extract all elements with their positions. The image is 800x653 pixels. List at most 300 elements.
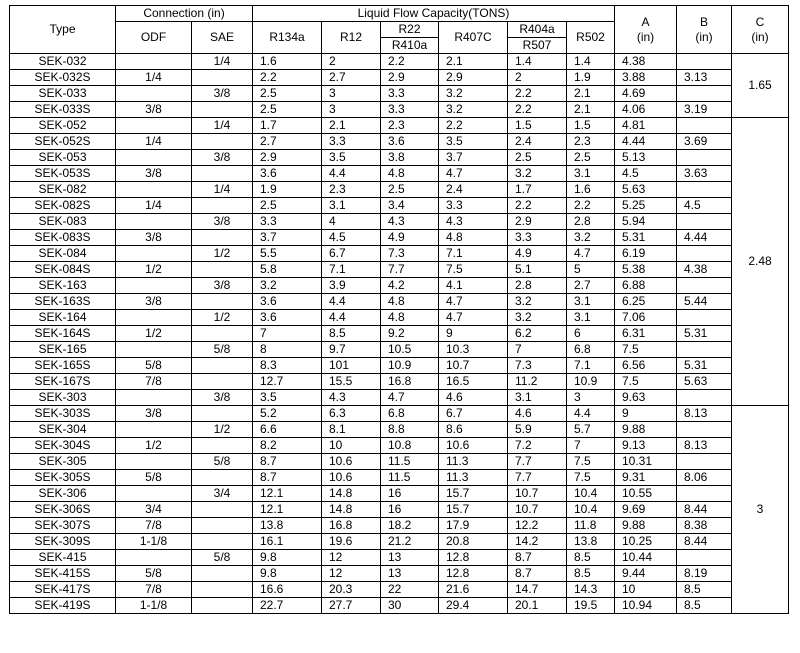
r407c-cell: 3.2 <box>439 102 508 118</box>
table-row <box>10 342 789 358</box>
r12-cell: 10.6 <box>322 470 381 486</box>
r502-cell: 7.1 <box>567 358 615 374</box>
r12-cell: 12 <box>322 550 381 566</box>
odf-cell <box>116 454 192 470</box>
a-cell: 9.69 <box>615 502 677 518</box>
r134a-cell: 1.7 <box>253 118 322 134</box>
r12-cell: 10.6 <box>322 454 381 470</box>
r12-cell: 12 <box>322 566 381 582</box>
b-cell: 4.44 <box>677 230 732 246</box>
r22-cell: 2.2 <box>381 54 439 70</box>
r134a-cell: 8.2 <box>253 438 322 454</box>
b-cell: 4.5 <box>677 198 732 214</box>
r12-cell: 6.7 <box>322 246 381 262</box>
type-cell: SEK-305 <box>10 454 116 470</box>
table-row <box>10 310 789 326</box>
a-header <box>615 6 677 54</box>
r134a-cell: 12.1 <box>253 502 322 518</box>
sae-cell <box>192 598 253 614</box>
r404a-cell: 20.1 <box>508 598 567 614</box>
r407c-cell: 11.3 <box>439 454 508 470</box>
r407c-cell: 11.3 <box>439 470 508 486</box>
r502-cell: 6.8 <box>567 342 615 358</box>
b-cell: 8.19 <box>677 566 732 582</box>
type-cell: SEK-303S <box>10 406 116 422</box>
r404a-cell: 7.3 <box>508 358 567 374</box>
b-cell <box>677 422 732 438</box>
b-cell: 8.5 <box>677 582 732 598</box>
sae-cell <box>192 230 253 246</box>
r502-cell: 14.3 <box>567 582 615 598</box>
r407c-cell: 2.4 <box>439 182 508 198</box>
r407c-cell: 15.7 <box>439 486 508 502</box>
type-cell: SEK-082S <box>10 198 116 214</box>
r404a-cell: 4.6 <box>508 406 567 422</box>
r502-cell: 2.7 <box>567 278 615 294</box>
r404a-cell: 2.2 <box>508 102 567 118</box>
r404a-cell: 8.7 <box>508 550 567 566</box>
odf-cell: 1-1/8 <box>116 534 192 550</box>
type-cell: SEK-082 <box>10 182 116 198</box>
b-cell: 5.31 <box>677 358 732 374</box>
table-row <box>10 518 789 534</box>
table-row <box>10 358 789 374</box>
table-row <box>10 566 789 582</box>
b-cell: 8.13 <box>677 438 732 454</box>
r134a-cell: 12.7 <box>253 374 322 390</box>
table-row <box>10 230 789 246</box>
odf-cell: 3/8 <box>116 294 192 310</box>
r22-cell: 11.5 <box>381 470 439 486</box>
r502-cell: 10.9 <box>567 374 615 390</box>
r404a-cell: 2.9 <box>508 214 567 230</box>
r404a-cell: 10.7 <box>508 486 567 502</box>
r407c-cell: 29.4 <box>439 598 508 614</box>
type-cell: SEK-053S <box>10 166 116 182</box>
r407c-cell: 8.6 <box>439 422 508 438</box>
r404a-cell: 3.3 <box>508 230 567 246</box>
r12-cell: 10 <box>322 438 381 454</box>
r134a-cell: 1.6 <box>253 54 322 70</box>
type-cell: SEK-033 <box>10 86 116 102</box>
r12-cell: 14.8 <box>322 486 381 502</box>
a-cell: 5.31 <box>615 230 677 246</box>
r12-cell: 8.5 <box>322 326 381 342</box>
r404a-cell: 2 <box>508 70 567 86</box>
r12-cell: 4.3 <box>322 390 381 406</box>
odf-cell <box>116 150 192 166</box>
r502-cell: 7.5 <box>567 454 615 470</box>
r12-cell: 3.5 <box>322 150 381 166</box>
type-cell: SEK-417S <box>10 582 116 598</box>
odf-cell: 3/8 <box>116 406 192 422</box>
r134a-cell: 8 <box>253 342 322 358</box>
type-cell: SEK-415 <box>10 550 116 566</box>
r404a-cell: 8.7 <box>508 566 567 582</box>
type-cell: SEK-053 <box>10 150 116 166</box>
b-cell: 8.44 <box>677 534 732 550</box>
b-cell: 5.63 <box>677 374 732 390</box>
type-cell: SEK-165S <box>10 358 116 374</box>
r134a-cell: 13.8 <box>253 518 322 534</box>
a-cell: 4.5 <box>615 166 677 182</box>
r407c-cell: 20.8 <box>439 534 508 550</box>
b-cell: 3.19 <box>677 102 732 118</box>
b-cell <box>677 390 732 406</box>
r407c-cell: 4.6 <box>439 390 508 406</box>
r404a-cell: 3.1 <box>508 390 567 406</box>
type-cell: SEK-305S <box>10 470 116 486</box>
r502-cell: 1.5 <box>567 118 615 134</box>
r502-cell: 10.4 <box>567 502 615 518</box>
sae-cell: 1/2 <box>192 310 253 326</box>
r22-cell: 10.5 <box>381 342 439 358</box>
r404a-cell: 3.2 <box>508 294 567 310</box>
table-row <box>10 374 789 390</box>
a-cell: 6.56 <box>615 358 677 374</box>
r404a-cell: 12.2 <box>508 518 567 534</box>
odf-cell <box>116 390 192 406</box>
r502-cell: 3.1 <box>567 294 615 310</box>
a-cell: 10.94 <box>615 598 677 614</box>
r134a-cell: 7 <box>253 326 322 342</box>
odf-header: ODF <box>116 22 192 54</box>
r134a-cell: 2.5 <box>253 86 322 102</box>
r407c-cell: 4.7 <box>439 294 508 310</box>
a-cell: 6.31 <box>615 326 677 342</box>
type-cell: SEK-052S <box>10 134 116 150</box>
sae-cell <box>192 326 253 342</box>
a-header-unit: (in) <box>636 29 655 44</box>
b-cell: 4.38 <box>677 262 732 278</box>
r12-cell: 3 <box>322 102 381 118</box>
b-cell <box>677 214 732 230</box>
r22-cell: 9.2 <box>381 326 439 342</box>
r407c-cell: 4.3 <box>439 214 508 230</box>
a-cell: 10 <box>615 582 677 598</box>
a-cell: 5.94 <box>615 214 677 230</box>
r12-cell: 27.7 <box>322 598 381 614</box>
r134a-cell: 5.2 <box>253 406 322 422</box>
table-row <box>10 454 789 470</box>
type-cell: SEK-306S <box>10 502 116 518</box>
r404a-cell: 4.9 <box>508 246 567 262</box>
r407c-cell: 17.9 <box>439 518 508 534</box>
b-cell <box>677 118 732 134</box>
sae-header: SAE <box>192 22 253 54</box>
table-row <box>10 198 789 214</box>
r407c-cell: 12.8 <box>439 550 508 566</box>
b-cell: 5.31 <box>677 326 732 342</box>
sae-cell: 5/8 <box>192 454 253 470</box>
r404a-cell: 3.2 <box>508 310 567 326</box>
table-row <box>10 54 789 70</box>
r12-header: R12 <box>322 22 381 54</box>
r407c-cell: 2.1 <box>439 54 508 70</box>
odf-cell: 7/8 <box>116 374 192 390</box>
b-cell <box>677 54 732 70</box>
odf-cell: 5/8 <box>116 470 192 486</box>
r404a-cell: 5.9 <box>508 422 567 438</box>
b-cell <box>677 342 732 358</box>
sae-cell: 3/8 <box>192 278 253 294</box>
r407c-cell: 12.8 <box>439 566 508 582</box>
a-cell: 9.31 <box>615 470 677 486</box>
b-cell <box>677 86 732 102</box>
table-row <box>10 438 789 454</box>
r407c-cell: 4.8 <box>439 230 508 246</box>
type-cell: SEK-303 <box>10 390 116 406</box>
b-cell <box>677 310 732 326</box>
c-header-label: C <box>755 14 765 29</box>
a-cell: 6.19 <box>615 246 677 262</box>
r12-cell: 2.3 <box>322 182 381 198</box>
odf-cell <box>116 422 192 438</box>
r407c-cell: 16.5 <box>439 374 508 390</box>
odf-cell: 1/4 <box>116 134 192 150</box>
r22-cell: 7.3 <box>381 246 439 262</box>
a-cell: 7.06 <box>615 310 677 326</box>
odf-cell <box>116 214 192 230</box>
a-cell: 10.44 <box>615 550 677 566</box>
b-cell <box>677 486 732 502</box>
type-cell: SEK-084 <box>10 246 116 262</box>
r22-cell: 8.8 <box>381 422 439 438</box>
type-cell: SEK-419S <box>10 598 116 614</box>
b-cell <box>677 278 732 294</box>
c-dimension-cell: 2.48 <box>732 118 789 406</box>
sae-cell <box>192 70 253 86</box>
r12-cell: 16.8 <box>322 518 381 534</box>
sae-cell: 3/8 <box>192 390 253 406</box>
r502-cell: 7 <box>567 438 615 454</box>
r407c-cell: 3.7 <box>439 150 508 166</box>
table-row <box>10 326 789 342</box>
r22-cell: 4.8 <box>381 166 439 182</box>
r502-cell: 7.5 <box>567 470 615 486</box>
r134a-cell: 2.5 <box>253 102 322 118</box>
odf-cell <box>116 182 192 198</box>
r407c-cell: 21.6 <box>439 582 508 598</box>
table-row <box>10 166 789 182</box>
r404a-cell: 3.2 <box>508 166 567 182</box>
r12-cell: 19.6 <box>322 534 381 550</box>
type-cell: SEK-304S <box>10 438 116 454</box>
c-dimension-cell: 1.65 <box>732 54 789 118</box>
sae-cell: 1/4 <box>192 118 253 134</box>
r134a-cell: 16.6 <box>253 582 322 598</box>
c-header-unit: (in) <box>751 29 769 44</box>
b-cell: 3.63 <box>677 166 732 182</box>
r134a-cell: 2.9 <box>253 150 322 166</box>
table-header <box>10 6 789 54</box>
r12-cell: 8.1 <box>322 422 381 438</box>
r22-cell: 13 <box>381 566 439 582</box>
r22-cell: 4.3 <box>381 214 439 230</box>
r134a-cell: 3.6 <box>253 310 322 326</box>
r134a-cell: 2.2 <box>253 70 322 86</box>
odf-cell: 1-1/8 <box>116 598 192 614</box>
odf-cell: 7/8 <box>116 518 192 534</box>
r502-cell: 2.5 <box>567 150 615 166</box>
r502-cell: 2.8 <box>567 214 615 230</box>
r134a-cell: 9.8 <box>253 566 322 582</box>
r134a-cell: 2.5 <box>253 198 322 214</box>
r502-cell: 13.8 <box>567 534 615 550</box>
a-cell: 4.38 <box>615 54 677 70</box>
r404a-cell: 10.7 <box>508 502 567 518</box>
b-header-unit: (in) <box>695 29 713 44</box>
r502-cell: 3.1 <box>567 310 615 326</box>
sae-cell: 5/8 <box>192 550 253 566</box>
type-cell: SEK-083 <box>10 214 116 230</box>
r22-cell: 11.5 <box>381 454 439 470</box>
odf-cell <box>116 486 192 502</box>
r22-cell: 4.8 <box>381 294 439 310</box>
r134a-cell: 8.3 <box>253 358 322 374</box>
type-cell: SEK-164S <box>10 326 116 342</box>
sae-cell <box>192 502 253 518</box>
sae-cell: 1/2 <box>192 246 253 262</box>
type-cell: SEK-415S <box>10 566 116 582</box>
sae-cell <box>192 294 253 310</box>
r407c-cell: 7.5 <box>439 262 508 278</box>
a-cell: 9.88 <box>615 422 677 438</box>
r134a-cell: 3.5 <box>253 390 322 406</box>
c-dimension-cell: 3 <box>732 406 789 614</box>
r502-cell: 19.5 <box>567 598 615 614</box>
sae-cell <box>192 534 253 550</box>
r22-header: R22 <box>381 22 439 38</box>
odf-cell: 3/8 <box>116 166 192 182</box>
odf-cell: 1/4 <box>116 70 192 86</box>
b-cell: 8.5 <box>677 598 732 614</box>
table-row <box>10 294 789 310</box>
r407c-cell: 15.7 <box>439 502 508 518</box>
type-cell: SEK-163S <box>10 294 116 310</box>
r404a-cell: 2.4 <box>508 134 567 150</box>
a-cell: 10.25 <box>615 534 677 550</box>
r12-cell: 4.4 <box>322 166 381 182</box>
r407c-header: R407C <box>439 22 508 54</box>
r502-cell: 3.2 <box>567 230 615 246</box>
a-cell: 9.63 <box>615 390 677 406</box>
a-cell: 5.13 <box>615 150 677 166</box>
a-cell: 9.44 <box>615 566 677 582</box>
odf-cell <box>116 246 192 262</box>
odf-cell <box>116 310 192 326</box>
r22-cell: 4.8 <box>381 310 439 326</box>
r407c-cell: 3.3 <box>439 198 508 214</box>
r404a-cell: 1.4 <box>508 54 567 70</box>
r12-cell: 4 <box>322 214 381 230</box>
r22-cell: 10.8 <box>381 438 439 454</box>
sae-cell <box>192 518 253 534</box>
r407c-cell: 2.9 <box>439 70 508 86</box>
sae-cell <box>192 262 253 278</box>
r404a-cell: 2.5 <box>508 150 567 166</box>
r502-cell: 5 <box>567 262 615 278</box>
type-cell: SEK-163 <box>10 278 116 294</box>
b-cell: 3.13 <box>677 70 732 86</box>
r22-cell: 2.3 <box>381 118 439 134</box>
r134a-cell: 3.3 <box>253 214 322 230</box>
odf-cell <box>116 86 192 102</box>
r502-cell: 1.6 <box>567 182 615 198</box>
b-header-label: B <box>699 14 708 29</box>
sae-cell <box>192 198 253 214</box>
r12-cell: 3.1 <box>322 198 381 214</box>
a-cell: 7.5 <box>615 342 677 358</box>
table-row <box>10 406 789 422</box>
sae-cell: 3/8 <box>192 86 253 102</box>
b-cell: 8.44 <box>677 502 732 518</box>
r407c-cell: 3.2 <box>439 86 508 102</box>
valve-spec-table <box>9 5 789 614</box>
table-row <box>10 598 789 614</box>
r22-cell: 10.9 <box>381 358 439 374</box>
r134a-cell: 3.2 <box>253 278 322 294</box>
r502-cell: 1.9 <box>567 70 615 86</box>
r12-cell: 7.1 <box>322 262 381 278</box>
r404a-cell: 2.2 <box>508 86 567 102</box>
a-cell: 4.81 <box>615 118 677 134</box>
r134a-cell: 12.1 <box>253 486 322 502</box>
type-cell: SEK-309S <box>10 534 116 550</box>
r12-cell: 14.8 <box>322 502 381 518</box>
r22-cell: 13 <box>381 550 439 566</box>
r502-cell: 2.3 <box>567 134 615 150</box>
r22-cell: 21.2 <box>381 534 439 550</box>
r22-cell: 2.5 <box>381 182 439 198</box>
odf-cell: 1/2 <box>116 262 192 278</box>
r404a-cell: 2.2 <box>508 198 567 214</box>
sae-cell: 3/4 <box>192 486 253 502</box>
type-cell: SEK-165 <box>10 342 116 358</box>
sae-cell <box>192 582 253 598</box>
odf-cell: 5/8 <box>116 566 192 582</box>
r134a-cell: 3.6 <box>253 166 322 182</box>
sae-cell: 5/8 <box>192 342 253 358</box>
r502-cell: 3.1 <box>567 166 615 182</box>
table-row <box>10 502 789 518</box>
table-body <box>10 54 789 614</box>
type-cell: SEK-304 <box>10 422 116 438</box>
sae-cell: 3/8 <box>192 214 253 230</box>
b-cell <box>677 150 732 166</box>
odf-cell: 1/4 <box>116 198 192 214</box>
a-cell: 4.06 <box>615 102 677 118</box>
r12-cell: 2 <box>322 54 381 70</box>
a-cell: 6.88 <box>615 278 677 294</box>
odf-cell <box>116 54 192 70</box>
r22-cell: 30 <box>381 598 439 614</box>
r12-cell: 4.5 <box>322 230 381 246</box>
r134a-cell: 22.7 <box>253 598 322 614</box>
r502-cell: 2.2 <box>567 198 615 214</box>
table-row <box>10 70 789 86</box>
odf-cell: 3/8 <box>116 102 192 118</box>
r12-cell: 101 <box>322 358 381 374</box>
a-cell: 9.88 <box>615 518 677 534</box>
b-cell <box>677 182 732 198</box>
odf-cell <box>116 550 192 566</box>
sae-cell <box>192 134 253 150</box>
b-cell: 5.44 <box>677 294 732 310</box>
r22-cell: 3.3 <box>381 102 439 118</box>
odf-cell: 7/8 <box>116 582 192 598</box>
a-cell: 3.88 <box>615 70 677 86</box>
